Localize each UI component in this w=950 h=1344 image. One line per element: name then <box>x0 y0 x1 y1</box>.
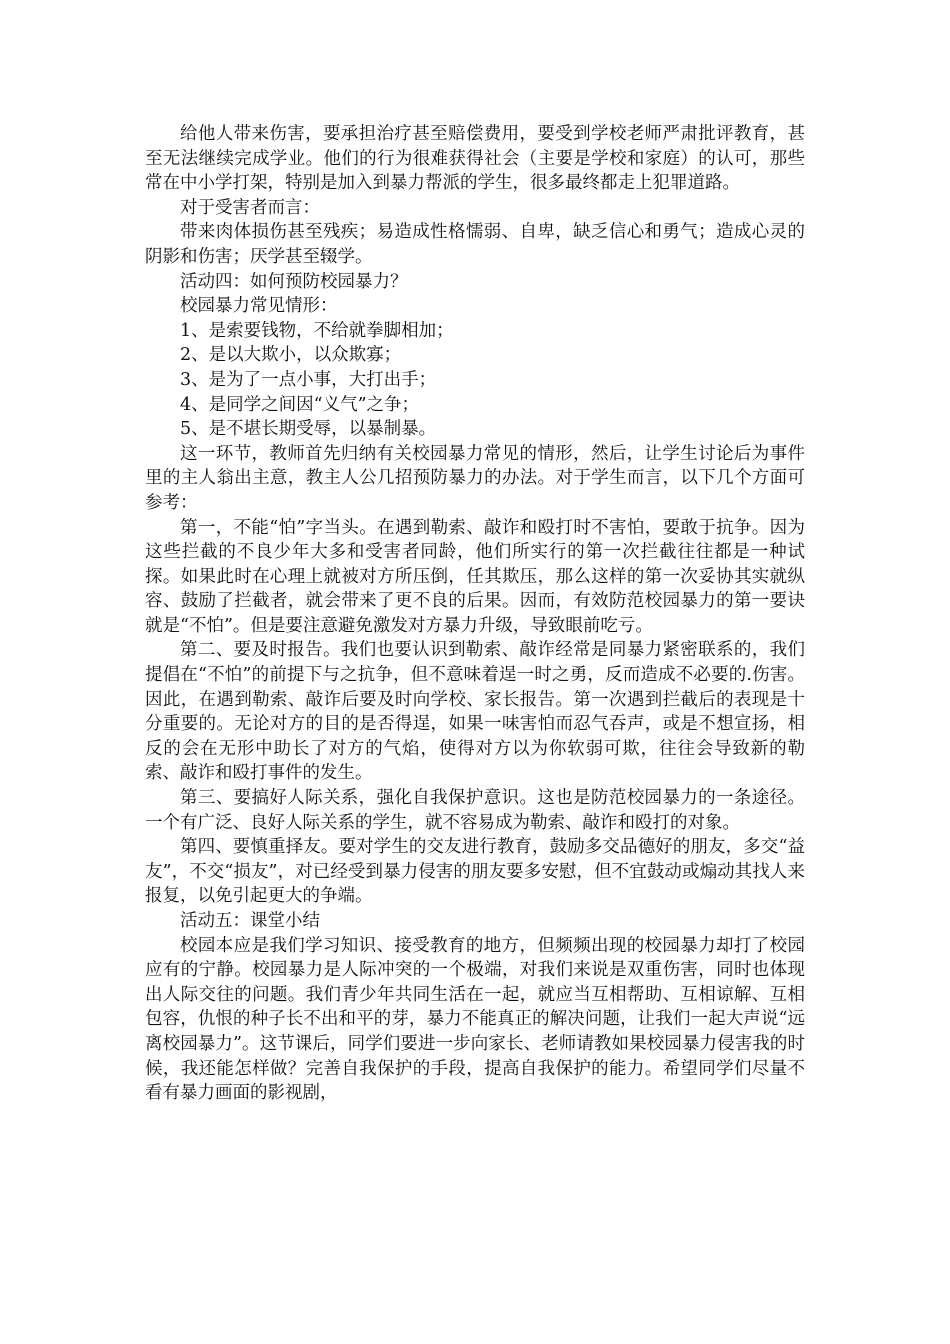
list-item-situation-2: 2、是以大欺小，以众欺寡； <box>180 345 402 366</box>
paragraph-common-situations-heading: 校园暴力常见情形： <box>180 296 338 317</box>
paragraph-class-summary: 校园本应是我们学习知识、接受教育的地方，但频频出现的校园暴力却打了校园应有的宁静。校园暴力是人际冲突的一个极端，对我们来说是双重伤害，同时也体现出人际交往的问题。我们青少年共同生活在一起，就应当互相帮助、互相谅解、互相包容，仇恨的种子长不出和平的芽，暴力不能真正的解决问题，让我们一起大声说“远离校园暴力”。这节课后，同学们要进一步向家长、老师请教如果校园暴力侵害我的时候，我还能怎样做？完善自我保护的手段，提高自我保护的能力。希望同学们尽量不看有暴力画面的影视剧， <box>145 935 805 1104</box>
paragraph-point-four: 第四、要慎重择友。要对学生的交友进行教育，鼓励多交品德好的朋友，多交“益友”，不交“损友”，对已经受到暴力侵害的朋友要多安慰，但不宜鼓动或煽动其找人来报复，以免引起更大的争端。 <box>145 837 805 907</box>
list-item-situation-4: 4、是同学之间因“义气”之争； <box>180 394 420 415</box>
paragraph-activity-five-heading: 活动五：课堂小结 <box>180 911 320 931</box>
paragraph-point-one: 第一，不能“怕”字当头。在遇到勒索、敲诈和殴打时不害怕，要敢于抗争。因为这些拦截的不良少年大多和受害者同龄，他们所实行的第一次拦截往往都是一种试探。如果此时在心理上就被对方所压倒，任其欺压，那么这样的第一次妥协其实就纵容、鼓励了拦截者，就会带来了更不良的后果。因而，有效防范校园暴力的第一要诀就是“不怕”。但是要注意避免激发对方暴力升级，导致眼前吃亏。 <box>145 517 805 636</box>
paragraph-continued-harm: 给他人带来伤害，要承担治疗甚至赔偿费用，要受到学校老师严肃批评教育，甚至无法继续完成学业。他们的行为很难获得社会（主要是学校和家庭）的认可，那些常在中小学打架，特别是加入到暴力帮派的学生，很多最终都走上犯罪道路。 <box>145 124 805 194</box>
paragraph-teacher-summary: 这一环节，教师首先归纳有关校园暴力常见的情形，然后，让学生讨论后为事件里的主人翁出主意，教主人公几招预防暴力的办法。对于学生而言，以下几个方面可参考： <box>145 443 805 513</box>
list-item-situation-5: 5、是不堪长期受辱，以暴制暴。 <box>180 419 437 440</box>
paragraph-victim-heading: 对于受害者而言： <box>180 197 320 218</box>
paragraph-victim-harm: 带来肉体损伤甚至残疾；易造成性格懦弱、自卑，缺乏信心和勇气；造成心灵的阴影和伤害；厌学甚至辍学。 <box>145 222 805 267</box>
document-page <box>145 122 805 1106</box>
paragraph-point-two: 第二、要及时报告。我们也要认识到勒索、敲诈经常是同暴力紧密联系的，我们提倡在“不怕”的前提下与之抗争，但不意味着逞一时之勇，反而造成不必要的.伤害。因此，在遇到勒索、敲诈后要及时向学校、家长报告。第一次遇到拦截后的表现是十分重要的。无论对方的目的是否得逞，如果一味害怕而忍气吞声，或是不想宣扬，相反的会在无形中助长了对方的气焰，使得对方以为你软弱可欺，往往会导致新的勒索、敲诈和殴打事件的发生。 <box>145 640 805 784</box>
paragraph-activity-four-heading: 活动四：如何预防校园暴力？ <box>180 271 408 292</box>
list-item-situation-3: 3、是为了一点小事，大打出手； <box>180 369 437 390</box>
list-item-situation-1: 1、是索要钱物，不给就拳脚相加； <box>180 320 454 341</box>
paragraph-point-three: 第三、要搞好人际关系，强化自我保护意识。这也是防范校园暴力的一条途径。一个有广泛、良好人际关系的学生，就不容易成为勒索、敲诈和殴打的对象。 <box>145 788 805 833</box>
